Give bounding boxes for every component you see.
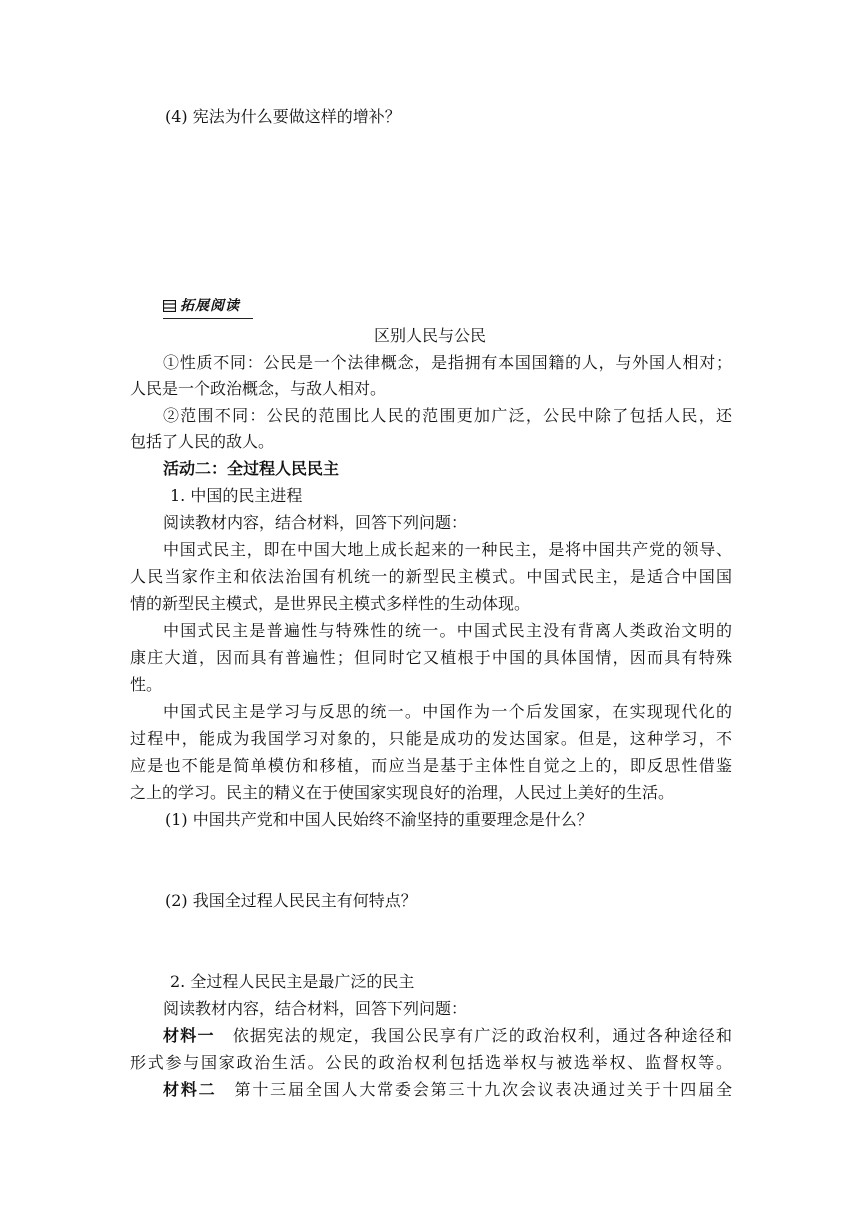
instruction-2: 阅读教材内容，结合材料，回答下列问题： [163,999,468,1018]
instruction-1: 阅读教材内容，结合材料，回答下列问题： [163,513,468,532]
para2-line-2: 康庄大道，因而具有普遍性；但同时它又植根于中国的具体国情，因而具有特殊 [130,648,732,667]
subsection-2: 2. 全过程人民民主是最广泛的民主 [170,972,415,991]
extended-reading-label: 拓展阅读 [180,298,240,314]
para3-line-4: 之上的学习。民主的精义在于使国家实现良好的治理，人民过上美好的生活。 [130,783,675,802]
nature-line-2: 人民是一个政治概念，与敌人相对。 [130,379,387,398]
para3-line-1: 中国式民主是学习与反思的统一。中国作为一个后发国家，在实现现代化的 [163,702,732,721]
para1-line-1: 中国式民主，即在中国大地上成长起来的一种民主，是将中国共产党的领导、 [163,540,732,559]
para1-line-3: 情的新型民主模式，是世界民主模式多样性的生动体现。 [130,594,531,613]
material2-label: 材料二 [163,1080,217,1099]
para2-line-3: 性。 [130,675,163,694]
para2-line-1: 中国式民主是普遍性与特殊性的统一。中国式民主没有背离人类政治文明的 [163,621,732,640]
para1-line-2: 人民当家作主和依法治国有机统一的新型民主模式。中国式民主，是适合中国国 [130,567,732,586]
nature-line-1: ①性质不同：公民是一个法律概念，是指拥有本国国籍的人，与外国人相对； [163,353,732,372]
book-icon [163,300,176,312]
material1-label: 材料一 [163,1026,215,1045]
material2-text: 第十三届全国人大常委会第三十九次会议表决通过关于十四届全 [234,1080,732,1099]
material1-line-2: 形式参与国家政治生活。公民的政治权利包括选举权与被选举权、监督权等。 [130,1053,732,1072]
para3-line-2: 过程中，能成为我国学习对象的，只能是成功的发达国家。但是，这种学习，不 [130,729,732,748]
material2-line-1 [163,1080,732,1100]
question-4: (4) 宪法为什么要做这样的增补？ [165,107,401,126]
subsection-1: 1. 中国的民主进程 [170,486,303,505]
para3-line-3: 应是也不能是简单模仿和移植，而应当是基于主体性自觉之上的，即反思性借鉴 [130,756,732,775]
section-title: 区别人民与公民 [373,326,486,345]
scope-line-2: 包括了人民的敌人。 [130,432,275,451]
question-2: (2) 我国全过程人民民主有何特点？ [165,891,417,910]
material1-text: 依据宪法的规定，我国公民享有广泛的政治权利，通过各种途径和 [232,1026,732,1045]
scope-line-1: ②范围不同：公民的范围比人民的范围更加广泛，公民中除了包括人民，还 [163,406,732,425]
question-1: (1) 中国共产党和中国人民始终不渝坚持的重要理念是什么？ [165,810,593,829]
material1-line-1 [163,1026,732,1046]
extended-reading-header [163,296,253,319]
activity-two-heading: 活动二：全过程人民民主 [163,459,340,478]
